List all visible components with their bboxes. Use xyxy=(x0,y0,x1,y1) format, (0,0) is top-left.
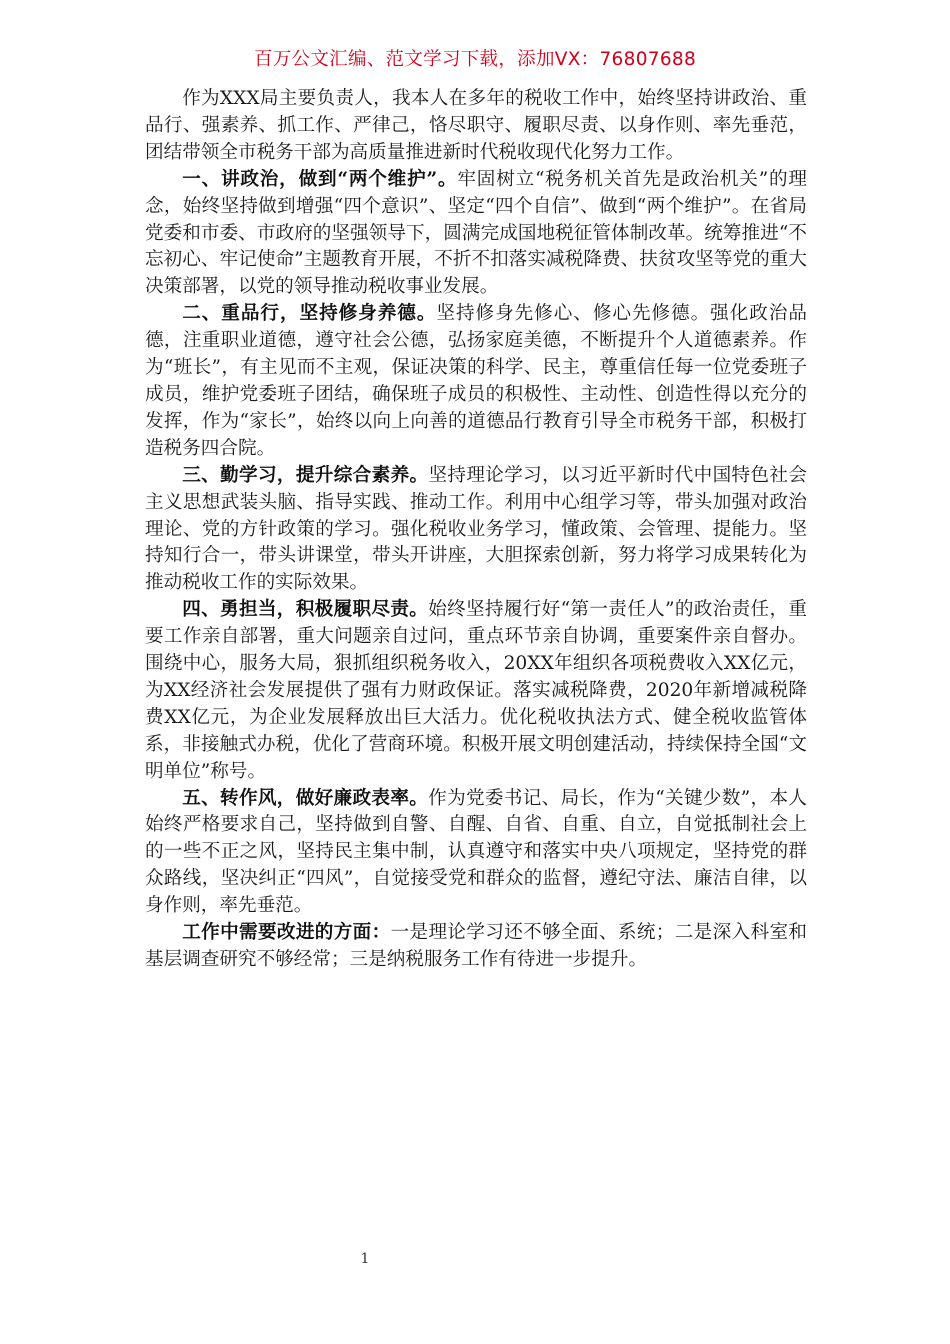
improvement-body: 一是理论学习还不够全面、系统；二是深入科室和基层调查研究不够经常；三是纳税服务工作有待进一步提升。 xyxy=(145,922,807,970)
section-body-1: 牢固树立“税务机关首先是政治机关”的理念，始终坚持做到增强“四个意识”、坚定“四个自信”、做到“两个维护”。在省局党委和市委、市政府的坚强领导下，圆满完成国地税征管体制改革。统筹推进“不忘初心、牢记使命”主题教育开展，不折不扣落实减税降费、扶贫攻坚等党的重大决策部署，以党的领导推动税收事业发展。 xyxy=(145,168,807,298)
section-paragraph-4 xyxy=(145,597,807,785)
section-heading-3: 三、勤学习，提升综合素养。 xyxy=(182,464,429,486)
section-paragraph-5 xyxy=(145,786,807,921)
section-body-3: 坚持理论学习，以习近平新时代中国特色社会主义思想武装头脑、指导实践、推动工作。利用中心组学习等，带头加强对政治理论、党的方针政策的学习。强化税收业务学习，懂政策、会管理、提能力。坚持知行合一，带头讲课堂，带头开讲座，大胆探索创新，努力将学习成果转化为推动税收工作的实际效果。 xyxy=(145,464,807,594)
section-paragraph-1 xyxy=(145,167,807,302)
section-paragraph-2 xyxy=(145,301,807,462)
section-heading-2: 二、重品行，坚持修身养德。 xyxy=(182,303,437,325)
section-heading-4: 四、勇担当，积极履职尽责。 xyxy=(182,599,429,621)
section-body-5: 作为党委书记、局长，作为“关键少数”，本人始终严格要求自己，坚持做到自警、自醒、自省、自重、自立，自觉抵制社会上的一些不正之风，坚持民主集中制，认真遵守和落实中央八项规定，坚持党的群众路线，坚决纠正“四风”，自觉接受党和群众的监督，遵纪守法、廉洁自律，以身作则，率先垂范。 xyxy=(145,787,807,917)
section-body-4: 始终坚持履行好“第一责任人”的政治责任，重要工作亲自部署，重大问题亲自过问，重点环节亲自协调，重要案件亲自督办。围绕中心，服务大局，狠抓组织税务收入，20XX年组织各项税费收入XX亿元，为XX经济社会发展提供了强有力财政保证。落实减税降费，2020年新增减税降费XX亿元，为企业发展释放出巨大活力。优化税收执法方式、健全税收监管体系，非接触式办税，优化了营商环境。积极开展文明创建活动，持续保持全国“文明单位”称号。 xyxy=(145,599,807,782)
section-heading-5: 五、转作风，做好廉政表率。 xyxy=(182,787,429,809)
section-paragraph-3 xyxy=(145,463,807,598)
improvement-paragraph xyxy=(145,920,807,974)
page-number: 1 xyxy=(360,1251,370,1267)
improvement-heading: 工作中需要改进的方面： xyxy=(182,922,391,944)
document-body xyxy=(145,86,807,974)
intro-paragraph: 作为XXX局主要负责人，我本人在多年的税收工作中，始终坚持讲政治、重品行、强素养、抓工作、严律己，恪尽职守、履职尽责、以身作则、率先垂范，团结带领全市税务干部为高质量推进新时代税收现代化努力工作。 xyxy=(145,88,807,163)
section-heading-1: 一、讲政治，做到“两个维护”。 xyxy=(182,168,458,190)
header-watermark-banner: 百万公文汇编、范文学习下载，添加VX：76807688 xyxy=(253,49,697,70)
section-body-2: 坚持修身先修心、修心先修德。强化政治品德，注重职业道德，遵守社会公德，弘扬家庭美德，不断提升个人道德素养。作为“班长”，有主见而不主观，保证决策的科学、民主，尊重信任每一位党委班子成员，维护党委班子团结，确保班子成员的积极性、主动性、创造性得以充分的发挥，作为“家长”，始终以向上向善的道德品行教育引导全市税务干部，积极打造税务四合院。 xyxy=(145,303,807,459)
